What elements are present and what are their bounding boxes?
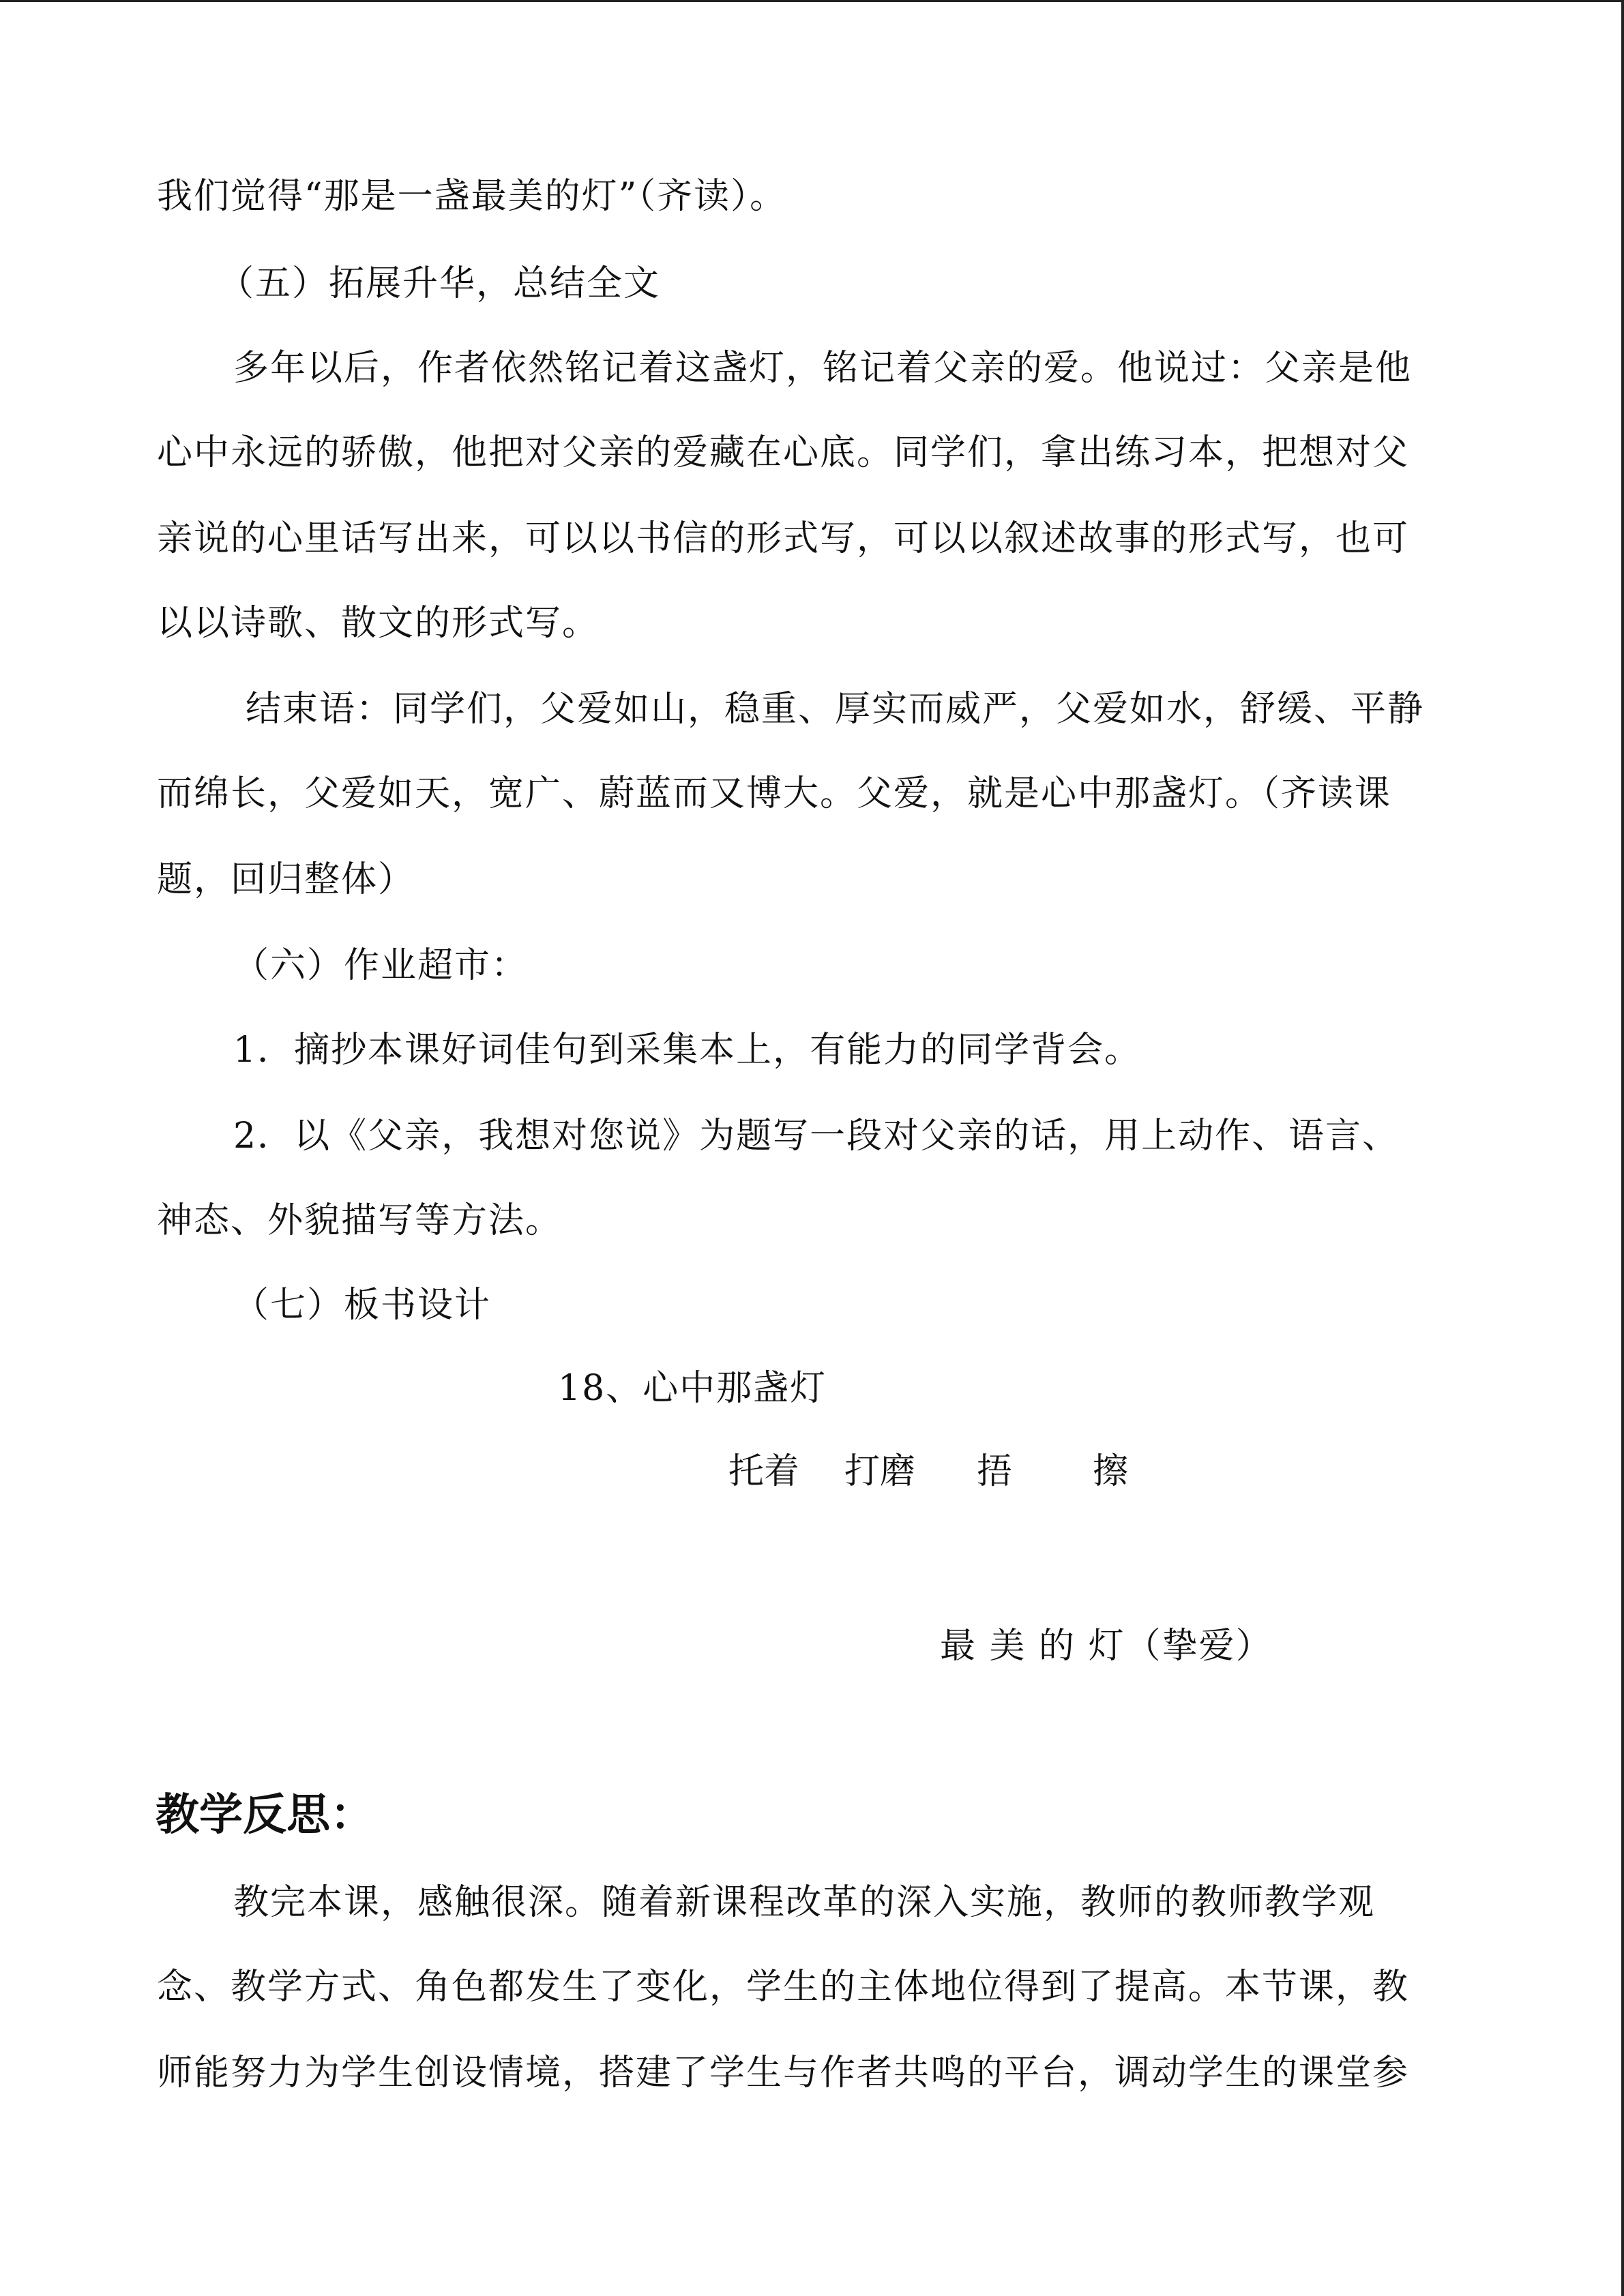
- reflection-heading: 教学反思：: [156, 1790, 374, 1840]
- text-line: 亲说的心里话写出来，可以以书信的形式写，可以以叙述故事的形式写，也可: [157, 518, 1410, 559]
- section-heading-7: （七）板书设计: [233, 1285, 492, 1326]
- board-item-damo: 打磨: [844, 1451, 916, 1492]
- text-line: 心中永远的骄傲，他把对父亲的爱藏在心底。同学们，拿出练习本，把想对父: [157, 432, 1410, 473]
- reflection-line: 师能努力为学生创设情境，搭建了学生与作者共鸣的平台，调动学生的课堂参: [157, 2053, 1410, 2093]
- text-line: 而绵长，父爱如天，宽广、蔚蓝而又博大。父爱，就是心中那盏灯。（齐读课: [157, 773, 1392, 814]
- page-right-border: [1621, 0, 1624, 2296]
- board-item-ca: 擦: [1093, 1451, 1129, 1492]
- text-line: 多年以后，作者依然铭记着这盏灯，铭记着父亲的爱。他说过：父亲是他: [233, 348, 1413, 389]
- section-heading-5: （五）拓展升华，总结全文: [218, 263, 661, 304]
- reflection-line: 念、教学方式、角色都发生了变化，学生的主体地位得到了提高。本节课，教: [157, 1967, 1410, 2008]
- board-title: 18、心中那盏灯: [558, 1368, 827, 1409]
- homework-item-1: 1．摘抄本课好词佳句到采集本上，有能力的同学背会。: [233, 1030, 1142, 1071]
- text-line: 题，回归整体）: [157, 859, 415, 900]
- board-item-wu: 捂: [977, 1451, 1013, 1492]
- closing-remarks-line: 结束语：同学们，父爱如山，稳重、厚实而威严，父爱如水，舒缓、平静: [246, 689, 1425, 730]
- homework-item-2: 2．以《父亲，我想对您说》为题写一段对父亲的话，用上动作、语言、: [233, 1116, 1400, 1157]
- text-line: 以以诗歌、散文的形式写。: [157, 603, 600, 644]
- text-line: 神态、外貌描写等方法。: [157, 1200, 563, 1241]
- text-line: 我们觉得“那是一盏最美的灯”（齐读）。: [157, 176, 787, 217]
- board-summary: 最 美 的 灯（挚爱）: [940, 1626, 1273, 1667]
- page-top-border: [0, 0, 1624, 2]
- reflection-line: 教完本课，感触很深。随着新课程改革的深入实施，教师的教师教学观: [233, 1882, 1376, 1923]
- board-item-tuozhe: 托着: [728, 1451, 800, 1492]
- section-heading-6: （六）作业超市：: [233, 945, 529, 986]
